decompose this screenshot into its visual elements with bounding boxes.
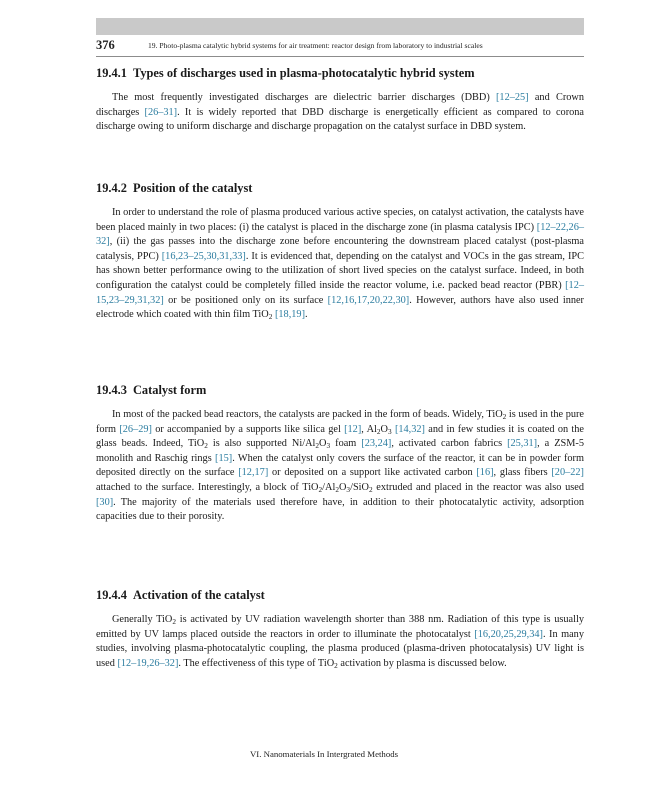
citation-link[interactable]: [16,23–25,30,31,33]: [161, 250, 246, 262]
citation-link[interactable]: [12–19,26–32]: [117, 657, 179, 669]
citation-link[interactable]: [30]: [96, 496, 114, 508]
section-paragraph: [96, 613, 584, 671]
section-number: 19.4.4: [96, 588, 127, 602]
text-run: extruded and placed in the reactor was also used: [372, 481, 584, 493]
citation-link[interactable]: [12]: [344, 423, 362, 435]
text-run: is activated by UV radiation wavelength shorter than 388 nm. Radiation of this type is usually emitted by UV lamps placed outside the reactors in order to illuminate the photocatalyst: [96, 614, 584, 640]
subscript: 2: [334, 660, 338, 670]
citation-link[interactable]: [23,24]: [361, 438, 392, 450]
text-run: In most of the packed bead reactors, the catalysts are packed in the form of beads. Widely, TiO: [112, 409, 503, 420]
section-title: Catalyst form: [132, 383, 207, 397]
section-number: 19.4.2: [96, 181, 127, 195]
citation-link[interactable]: [12–22,26–32]: [96, 221, 584, 248]
section-paragraph: [96, 206, 584, 323]
text-run: foam: [330, 438, 362, 450]
page-number: 376: [96, 38, 115, 52]
section-paragraph: [96, 408, 584, 525]
citation-link[interactable]: [12–25]: [496, 92, 529, 103]
subscript: 3: [346, 484, 351, 494]
citation-link[interactable]: [26–29]: [119, 423, 152, 435]
text-run: O: [380, 423, 388, 435]
section-heading: [96, 181, 584, 196]
section-title: Types of discharges used in plasma-photocatalytic hybrid system: [132, 66, 475, 80]
text-run: . It is widely reported that DBD discharge is energetically efficient as compared to corona discharge owing to uniform discharge and discharge propagation on the catalyst surface in DBD system.: [96, 106, 584, 133]
text-run: Generally TiO: [112, 614, 173, 625]
text-run: is used in the pure form: [96, 409, 584, 435]
text-run: . In many studies, involving plasma-photocatalytic coupling, the plasma produced (plasma-driven photocatalysis) UV light is used: [96, 628, 584, 669]
running-header: [96, 38, 584, 57]
text-run: .: [305, 309, 308, 321]
section-19-4-3: [96, 383, 584, 525]
citation-link[interactable]: [12,17]: [238, 467, 269, 479]
section-title: Activation of the catalyst: [132, 588, 265, 602]
text-run: and in few studies it is coated on the glass beads. Indeed, TiO: [96, 423, 584, 450]
header-bar: [96, 18, 584, 35]
citation-link[interactable]: [20–22]: [551, 467, 584, 479]
text-run: or be positioned only on its surface: [163, 294, 328, 306]
section-heading: [96, 383, 584, 398]
citation-link[interactable]: [12,16,17,20,22,30]: [327, 294, 410, 306]
page-footer: VI. Nanomaterials In Intergrated Methods: [249, 749, 399, 759]
section-number: 19.4.1: [96, 66, 127, 80]
subscript: 2: [376, 426, 381, 436]
text-run: is also supported Ni/Al: [207, 438, 316, 450]
text-run: . The majority of the materials used therefore have, in addition to their photocatalytic activity, adsorption capacities due to their porosity.: [96, 496, 584, 523]
subscript: 2: [502, 412, 507, 421]
text-run: The most frequently investigated discharges are dielectric barrier discharges (DBD): [112, 92, 496, 103]
text-run: . The effectiveness of this type of TiO: [178, 657, 335, 669]
text-run: O: [338, 481, 347, 493]
text-run: or deposited on a support like activated carbon: [268, 467, 477, 479]
text-run: activation by plasma is discussed below.: [337, 657, 507, 669]
text-run: /SiO: [350, 481, 369, 493]
text-run: , a ZSM-5 monolith and Raschig rings: [96, 438, 584, 464]
subscript: 2: [268, 312, 273, 322]
text-run: and Crown discharges: [96, 92, 584, 118]
text-run: attached to the surface. Interestingly, a block of TiO: [96, 481, 319, 493]
subscript: 2: [335, 484, 339, 494]
citation-link[interactable]: [18,19]: [274, 309, 305, 321]
subscript: 3: [387, 426, 392, 436]
text-run: . It is evidenced that, depending on the catalyst and VOCs in the gas stream, IPC has shown better performance owing to the utilization of short lived species on the catalyst surface. Indeed, in both configuration the catalyst could be completely filled inside the reactor volume, i.e. packed bead reactor (PBR): [96, 250, 584, 291]
citation-link[interactable]: [26–31]: [144, 106, 178, 118]
text-run: or accompanied by a supports like silica gel: [151, 423, 345, 435]
text-run: O: [319, 438, 327, 450]
section-title: Position of the catalyst: [132, 181, 253, 195]
text-run: , (ii) the gas passes into the discharge zone before encountering the downstream placed catalyst (post-plasma catalysis, PPC): [96, 236, 584, 262]
citation-link[interactable]: [25,31]: [507, 438, 538, 450]
subscript: 2: [204, 441, 208, 451]
citation-link[interactable]: [15]: [215, 452, 233, 464]
citation-link[interactable]: [16,20,25,29,34]: [474, 628, 543, 640]
subscript: 2: [318, 484, 323, 494]
citation-link[interactable]: [16]: [476, 467, 494, 479]
text-run: , glass fibers: [493, 467, 552, 479]
text-run: /Al: [322, 481, 336, 493]
citation-link[interactable]: [12–15,23–29,31,32]: [96, 279, 584, 306]
section-19-4-1: [96, 66, 584, 135]
citation-link[interactable]: [14,32]: [394, 423, 425, 435]
subscript: 2: [172, 617, 177, 626]
subscript: 2: [315, 441, 320, 451]
section-number: 19.4.3: [96, 383, 127, 397]
text-run: In order to understand the role of plasma produced various active species, on catalyst activation, the catalysts have been placed mainly in two places: (i) the catalyst is placed in the discharge zone (in plasma catalysis IPC): [96, 207, 584, 233]
section-heading: [96, 588, 584, 603]
text-run: . However, authors have also used inner electrode which coated with thin film TiO: [96, 294, 584, 321]
section-paragraph: [96, 91, 584, 135]
text-run: . When the catalyst only covers the surface of the reactor, it can be in powder form deposited directly on the surface: [96, 452, 584, 479]
running-title: 19. Photo-plasma catalytic hybrid systems for air treatment: reactor design from laboratory to industrial scales: [148, 41, 483, 50]
text-run: , Al: [361, 423, 377, 435]
section-heading: [96, 66, 584, 81]
section-19-4-2: [96, 181, 584, 323]
subscript: 2: [368, 484, 373, 494]
section-19-4-4: [96, 588, 584, 671]
text-run: , activated carbon fabrics: [391, 438, 508, 450]
subscript: 3: [326, 441, 331, 451]
